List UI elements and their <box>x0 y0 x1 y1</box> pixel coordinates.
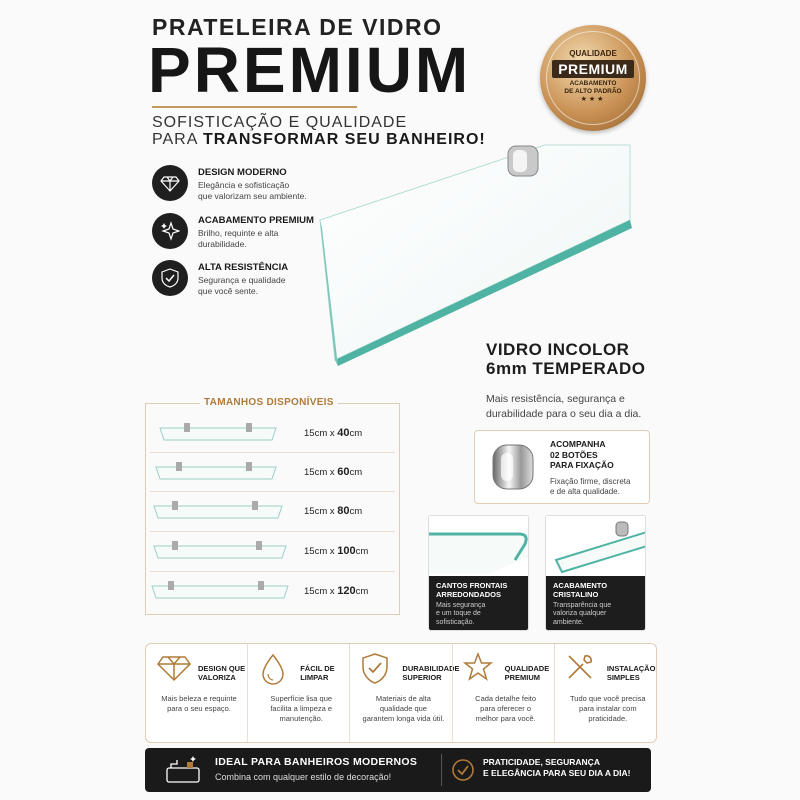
benefit-desc: Tudo que você precisa para instalar com praticidade. <box>570 694 646 723</box>
check-circle-icon <box>451 758 475 782</box>
benefit-title: INSTALAÇÃO SIMPLES <box>606 664 656 682</box>
acompanha-title: ACOMPANHA 02 BOTÕES PARA FIXAÇÃO <box>550 439 614 471</box>
benefits-strip <box>145 643 657 743</box>
benefit-design <box>146 644 247 742</box>
size-label: 15cm x 100cm <box>304 545 369 557</box>
feature-desc: Elegância e sofisticação que valorizam seu ambiente. <box>198 180 307 201</box>
benefit-qualidade <box>452 644 554 742</box>
acompanha-box <box>474 430 650 504</box>
benefit-instalacao <box>554 644 656 742</box>
sizes-list <box>150 414 395 612</box>
benefit-title: QUALIDADE PREMIUM <box>504 664 550 682</box>
vidro-title-1: VIDRO INCOLOR <box>486 340 630 359</box>
footer-tagline: PRATICIDADE, SEGURANÇA E ELEGÂNCIA PARA SEU DIA A DIA! <box>483 757 631 779</box>
title-divider <box>152 106 357 108</box>
diamond-icon <box>152 165 188 201</box>
size-row <box>150 572 395 612</box>
quality-badge <box>540 25 646 131</box>
glass-shelf-image <box>310 140 650 370</box>
size-row <box>150 453 395 492</box>
diamond-icon <box>156 652 192 682</box>
benefit-title: DURABILIDADE SUPERIOR <box>402 664 460 682</box>
benefit-limpar <box>247 644 349 742</box>
footer-banner <box>145 748 651 792</box>
size-label: 15cm x 40cm <box>304 427 363 439</box>
size-label: 15cm x 120cm <box>304 585 369 597</box>
subtitle-2: PARA TRANSFORMAR SEU BANHEIRO! <box>152 131 486 148</box>
badge-top: QUALIDADE <box>569 48 617 58</box>
benefit-desc: Cada detalhe feito para oferecer o melhor para você. <box>475 694 537 723</box>
title-premium: PREMIUM <box>148 34 472 106</box>
card-cristalino <box>545 515 646 631</box>
subtitle-1: SOFISTICAÇÃO E QUALIDADE <box>152 114 408 131</box>
card-title: CANTOS FRONTAIS ARREDONDADOS <box>436 581 508 599</box>
drop-icon <box>258 652 288 686</box>
size-row <box>150 492 395 532</box>
tools-icon <box>565 652 595 682</box>
size-row <box>150 414 395 453</box>
size-label: 15cm x 80cm <box>304 505 363 517</box>
shield-check-icon <box>360 652 390 686</box>
benefit-desc: Materiais de alta qualidade que garantem longa vida útil. <box>362 694 445 723</box>
bathroom-sink-icon <box>163 754 203 786</box>
size-label: 15cm x 60cm <box>304 466 363 478</box>
fixing-button-icon <box>489 439 541 497</box>
benefit-title: FÁCIL DE LIMPAR <box>300 664 335 682</box>
size-row <box>150 532 395 572</box>
footer-title: IDEAL PARA BANHEIROS MODERNOS <box>215 756 418 768</box>
star-icon <box>463 652 493 682</box>
card-title: ACABAMENTO CRISTALINO <box>553 581 608 599</box>
benefit-desc: Mais beleza e requinte para o seu espaço. <box>161 694 237 713</box>
benefit-title: DESIGN QUE VALORIZA <box>198 664 246 682</box>
sparkle-icon <box>152 213 188 249</box>
feature-title: DESIGN MODERNO <box>198 167 287 178</box>
sizes-title: TAMANHOS DISPONÍVEIS <box>200 397 338 408</box>
badge-stars: ★★★ <box>580 96 606 104</box>
feature-title: ACABAMENTO PREMIUM <box>198 215 314 226</box>
shield-check-icon <box>152 260 188 296</box>
card-cantos <box>428 515 529 631</box>
feature-desc: Brilho, requinte e alta durabilidade. <box>198 228 279 249</box>
badge-bottom1: ACABAMENTO <box>569 79 617 87</box>
benefit-desc: Superfície lisa que facilita a limpeza e manutenção. <box>270 694 333 723</box>
badge-main: PREMIUM <box>552 60 634 78</box>
feature-title: ALTA RESISTÊNCIA <box>198 262 289 273</box>
vidro-desc: Mais resistência, segurança e durabilidade para o seu dia a dia. <box>486 393 642 420</box>
title-line1: PRATELEIRA DE VIDRO <box>152 14 443 40</box>
acompanha-desc: Fixação firme, discreta e de alta qualidade. <box>550 477 631 496</box>
benefit-durabilidade <box>349 644 460 742</box>
card-desc: Mais segurança e um toque de sofisticação. <box>436 602 486 626</box>
footer-subtitle: Combina com qualquer estilo de decoração! <box>215 772 392 782</box>
badge-bottom2: DE ALTO PADRÃO <box>564 87 622 95</box>
card-desc: Transparência que valoriza qualquer ambiente. <box>553 602 612 626</box>
feature-desc: Segurança e qualidade que você sente. <box>198 275 286 296</box>
vidro-title-2: 6mm TEMPERADO <box>486 359 646 378</box>
